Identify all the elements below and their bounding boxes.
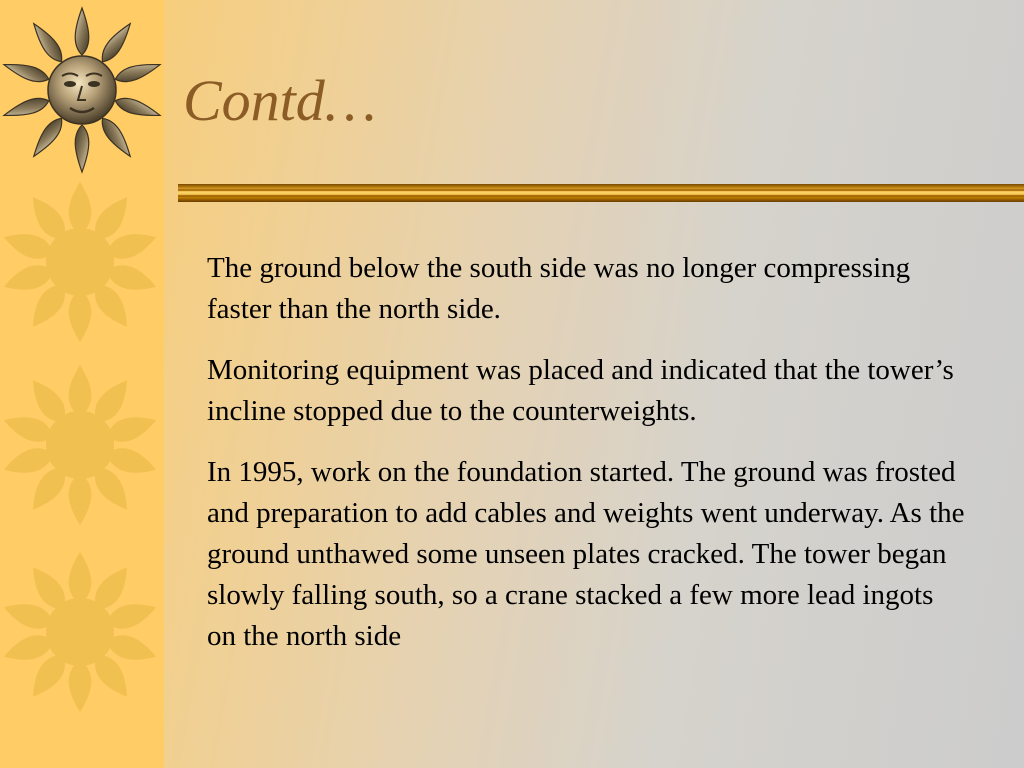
body-paragraph: In 1995, work on the foundation started. The ground was frosted and preparation to add cables and weights went underway. As the ground unthawed some unseen plates cracked. The tower began slowly falling south, so a crane stacked a few more lead ingots on the north side — [207, 456, 965, 652]
sun-icon — [0, 552, 159, 712]
title-divider — [178, 182, 1024, 204]
slide-title: Contd… — [183, 68, 377, 133]
body-paragraph: Monitoring equipment was placed and indicated that the tower’s incline stopped due to the counterweights. — [207, 354, 954, 427]
slide-body — [207, 248, 967, 677]
sun-decorations — [0, 0, 164, 768]
sun-face-icon — [2, 8, 162, 172]
sun-icon — [0, 365, 159, 525]
body-paragraph: The ground below the south side was no longer compressing faster than the north side. — [207, 252, 911, 325]
sun-icon — [0, 182, 159, 342]
decorative-sidebar — [0, 0, 164, 768]
